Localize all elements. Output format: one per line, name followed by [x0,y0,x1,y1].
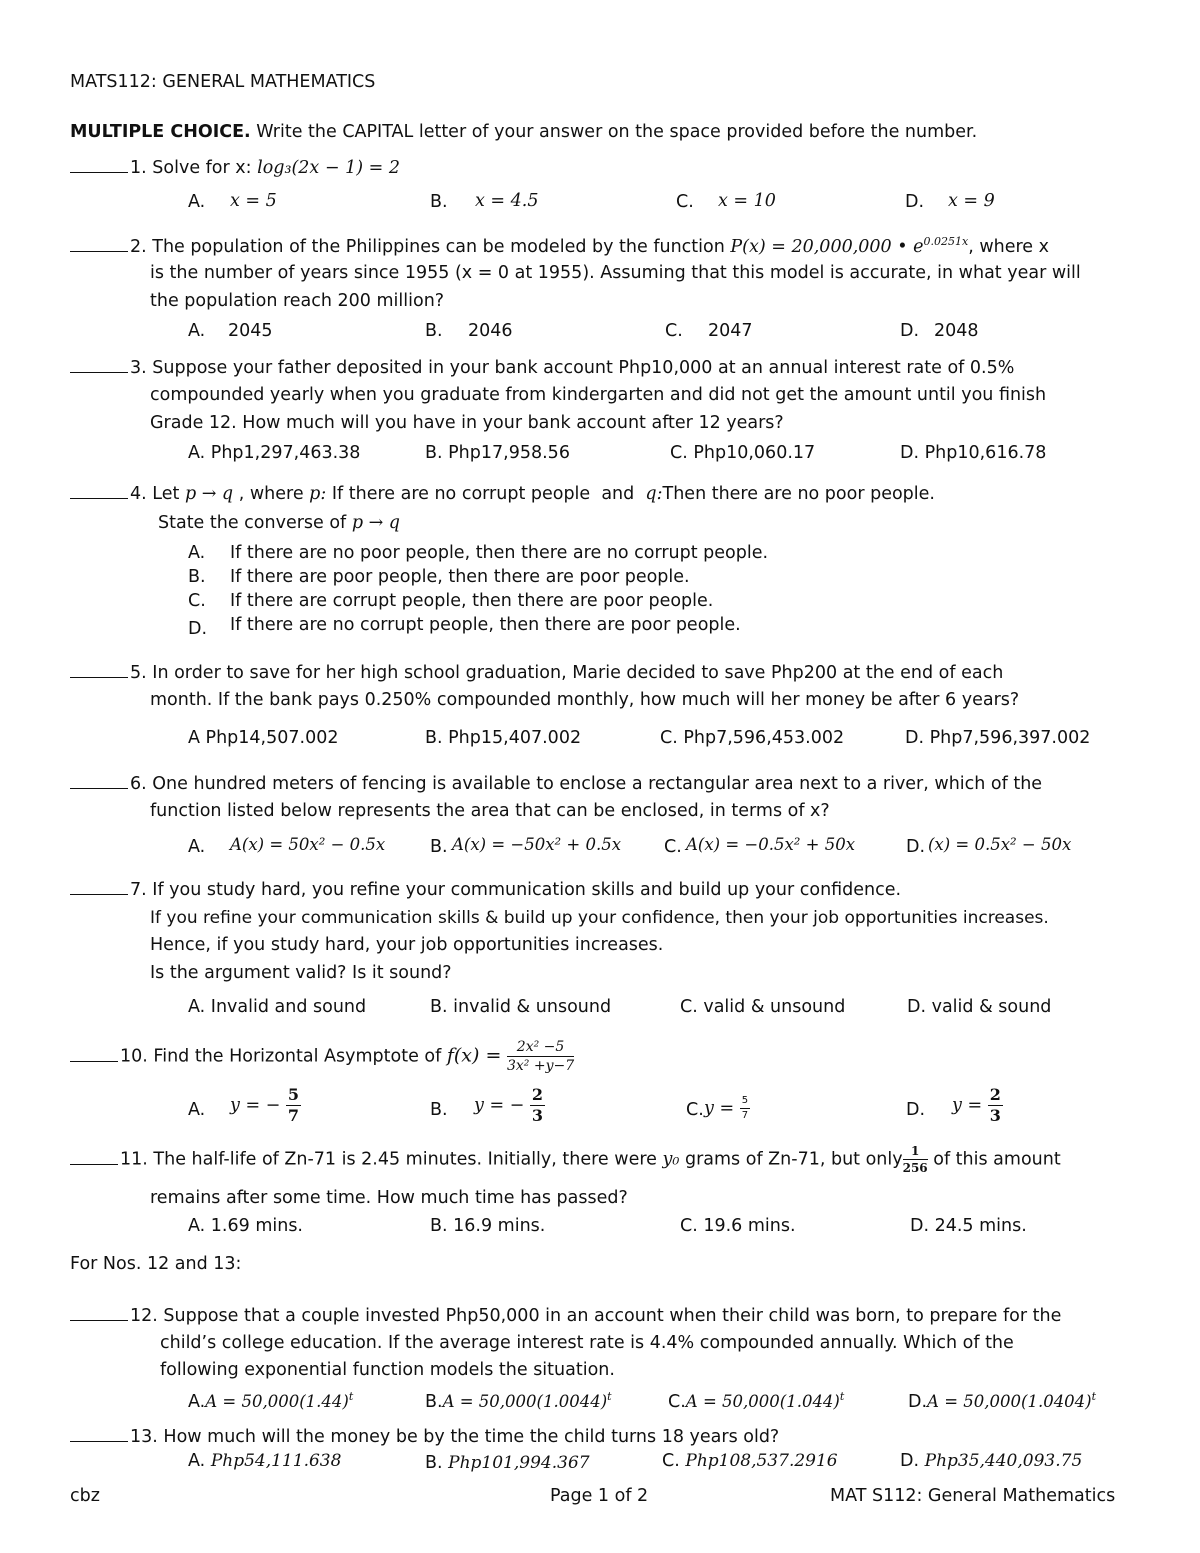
choice: A. 1.69 mins. [188,1216,303,1236]
question-text: child’s college education. If the average interest rate is 4.4% compounded annually. Which of the [160,1333,1014,1353]
instructions-label: MULTIPLE CHOICE. [70,122,251,142]
choice-value: Php54,111.638 [210,1451,342,1471]
fraction-denominator: 3x² +y−7 [506,1058,575,1074]
question-text: following exponential function models the situation. [160,1360,615,1380]
choice-letter: B. [188,567,206,587]
choice-value: A = 50,000(1.044) [685,1391,840,1411]
equation: p → q [184,484,234,504]
question-number: 12. [130,1306,158,1326]
exponent: 0.0251x [923,235,969,248]
question-text: grams of Zn-71, but only [684,1149,903,1170]
question-2 [70,235,1049,257]
question-text: The half-life of Zn-71 is 2.45 minutes. Initially, there were [153,1149,657,1170]
equation: q: [645,484,663,504]
equation: y₀ [662,1149,680,1170]
choice-value: A = 50,000(1.0404) [927,1391,1092,1411]
choice-letter: B. [425,1453,443,1473]
question-text: If there are no corrupt people [331,484,591,504]
question-text: Hence, if you study hard, your job opportunities increases. [150,935,664,955]
answer-blank[interactable] [70,1319,128,1321]
choice [908,1390,1096,1412]
choice-letter: C. [664,837,682,857]
choice: B. Php17,958.56 [425,443,570,463]
choice-value: 2046 [468,321,513,341]
question-text: , where [238,484,304,504]
choice: D. Php10,616.78 [900,443,1047,463]
question-number: 4. [130,484,147,504]
question-number: 7. [130,880,147,900]
question-13 [70,1427,779,1447]
page-number: Page 1 of 2 [550,1486,649,1506]
fraction [988,1087,1003,1124]
instructions [70,122,977,142]
choice: B. 16.9 mins. [430,1216,546,1236]
fraction-numerator: 5 [740,1096,750,1109]
equation: f(x) = [446,1044,502,1067]
equation: P(x) = 20,000,000 • e [730,236,924,257]
choice [900,1451,1082,1471]
answer-blank[interactable] [70,371,128,373]
question-text: and [601,484,635,504]
choice-letter: A. [188,543,206,563]
question-number: 11. [120,1149,148,1170]
choice-value: 2047 [708,321,753,341]
choice-letter: D. [900,321,920,341]
fraction [903,1145,928,1174]
choice: A. Invalid and sound [188,997,367,1017]
choice-value: A(x) = 50x² − 0.5x [230,835,386,854]
equation: p: [309,484,327,504]
choice: A Php14,507.002 [188,728,339,748]
question-text: function listed below represents the area that can be enclosed, in terms of x? [150,801,830,821]
choice: B. Php15,407.002 [425,728,582,748]
choice: D. valid & sound [907,997,1052,1017]
question-text [158,513,400,533]
choice-value [952,1087,1003,1124]
choice-value: x = 5 [230,191,277,211]
question-number: 5. [130,663,147,683]
choice-letter: A. [188,1100,206,1120]
answer-blank[interactable] [70,250,128,252]
question-number: 1. [130,158,147,178]
fraction-numerator: 5 [287,1085,300,1104]
question-number: 3. [130,358,147,378]
answer-blank[interactable] [70,1060,118,1062]
choice: C. 19.6 mins. [680,1216,796,1236]
footer-left: cbz [70,1486,100,1506]
fraction-denominator: 3 [989,1106,1001,1125]
answer-blank[interactable] [70,1440,128,1442]
question-text: Then there are no poor people. [662,484,935,504]
fraction-denominator: 7 [741,1110,749,1121]
fraction-denominator: 3 [531,1106,544,1125]
equation: log₃(2x − 1) = 2 [257,158,400,178]
choice-value: x = 9 [948,191,995,211]
choice-letter: A. [188,837,206,857]
choice: A. Php1,297,463.38 [188,443,361,463]
question-text: Grade 12. How much will you have in your bank account after 12 years? [150,413,784,433]
choice: If there are corrupt people, then there are poor people. [230,591,714,611]
exponent: t [348,1390,354,1403]
choice [425,1453,590,1473]
choice-value: x = 10 [718,191,776,211]
question-text: In order to save for her high school graduation, Marie decided to save Php200 at the end of each [152,663,1004,683]
question-text: Suppose that a couple invested Php50,000 in an account when their child was born, to prepare for the [163,1306,1062,1326]
choice-letter: B. [425,321,443,341]
fraction-denominator: 256 [902,1161,928,1175]
question-text: The population of the Philippines can be modeled by the function [152,236,725,257]
choice-letter: D. [905,192,925,212]
choice [668,1390,844,1412]
choice-letter: C. [662,1451,680,1471]
choice-value: 2048 [934,321,979,341]
choice-value: Php108,537.2916 [685,1451,838,1471]
choice: If there are no corrupt people, then there are poor people. [230,615,741,635]
question-text: is the number of years since 1955 (x = 0 at 1955). Assuming that this model is accurate, in what year will [150,263,1081,283]
choice: C. Php7,596,453.002 [660,728,845,748]
choice [188,1390,353,1412]
choice-letter: B. [430,1100,448,1120]
question-text: Let [152,484,180,504]
choice-value: A = 50,000(1.0044) [442,1391,608,1411]
choice-value: (x) = 0.5x² − 50x [928,835,1072,854]
choice [662,1451,838,1471]
choice-letter: D. [906,837,926,857]
fraction-denominator: 7 [287,1106,300,1125]
choice-letter: A. [188,1451,206,1471]
fraction-numerator: 2 [989,1085,1001,1104]
choice-letter: A. [188,321,206,341]
question-number: 2. [130,236,147,257]
choice-letter: D. [900,1451,920,1471]
choice: If there are poor people, then there are poor people. [230,567,690,587]
equation: p → q [351,513,401,533]
choice: D. 24.5 mins. [910,1216,1027,1236]
footer-right: MAT S112: General Mathematics [830,1486,1116,1506]
choice: C. Php10,060.17 [670,443,816,463]
fraction [740,1096,750,1121]
question-text: Is the argument valid? Is it sound? [150,963,452,983]
choice-letter: C. [188,591,206,611]
exponent: t [839,1390,845,1403]
answer-blank[interactable] [70,1163,118,1165]
choice [425,1390,612,1412]
question-1 [70,158,400,178]
question-text: month. If the bank pays 0.250% compounded monthly, how much will her money be after 6 years? [150,690,1020,710]
question-text: the population reach 200 million? [150,291,445,311]
choice-letter: D. [906,1100,926,1120]
choice-letter: C. [676,192,694,212]
choice-letter: D. [908,1391,928,1412]
choice-letter: A. [188,1391,206,1412]
answer-blank[interactable] [70,497,128,499]
choice-letter: B. [425,1391,443,1412]
exponent: t [1091,1390,1097,1403]
instructions-text: Write the CAPITAL letter of your answer on the space provided before the number. [256,122,978,142]
choice-value [230,1087,301,1124]
function-fraction [507,1040,574,1073]
answer-blank[interactable] [70,171,128,173]
question-12 [70,1306,1061,1326]
choice-value: A(x) = −0.5x² + 50x [686,835,856,854]
question-text: If you study hard, you refine your communication skills and build up your confidence. [152,880,902,900]
question-11 [70,1145,1061,1174]
equation: y = [952,1095,983,1116]
question-text: Suppose your father deposited in your bank account Php10,000 at an annual interest rate of 0.5% [152,358,1015,378]
question-text: One hundred meters of fencing is available to enclose a rectangular area next to a river, which of the [152,774,1043,794]
choice-letter: C. [668,1391,686,1412]
answer-blank[interactable] [70,787,128,789]
question-text: Find the Horizontal Asymptote of [153,1046,442,1067]
fraction [530,1087,545,1124]
choice: D. Php7,596,397.002 [905,728,1091,748]
choice-letter: C. [686,1100,704,1120]
equation: y = − [474,1095,525,1116]
question-7 [70,880,901,900]
question-10 [70,1040,574,1073]
choice-value: Php101,994.367 [448,1453,590,1473]
page-title: MATS112: GENERAL MATHEMATICS [70,72,376,92]
choice: B. invalid & unsound [430,997,612,1017]
choice-value: 2045 [228,321,273,341]
group-note: For Nos. 12 and 13: [70,1254,242,1274]
choice-letter: B. [430,192,448,212]
question-number: 13. [130,1427,158,1447]
exponent: t [607,1390,612,1403]
question-3 [70,358,1014,378]
question-4 [70,484,935,504]
choice [188,1451,341,1471]
choice-value: A(x) = −50x² + 0.5x [452,835,622,854]
fraction-numerator: 2x² −5 [507,1040,574,1057]
question-text: State the converse of [158,513,347,533]
question-text: How much will the money be by the time the child turns 18 years old? [163,1427,780,1447]
question-text: of this amount [933,1149,1061,1170]
question-number: 6. [130,774,147,794]
question-number: 10. [120,1046,148,1067]
choice-value [704,1096,750,1121]
choice: If there are no poor people, then there are no corrupt people. [230,543,769,563]
question-text: If you refine your communication skills & build up your confidence, then your job opportunities increases. [150,908,1049,928]
question-text: , where x [968,236,1049,257]
choice-value: A = 50,000(1.44) [205,1391,349,1411]
question-5 [70,663,1003,683]
fraction-numerator: 1 [903,1145,928,1160]
fraction [286,1087,301,1124]
question-6 [70,774,1042,794]
equation: y = [704,1098,735,1119]
fraction-numerator: 2 [531,1085,544,1104]
choice: C. valid & unsound [680,997,846,1017]
answer-blank[interactable] [70,893,128,895]
choice-letter: C. [665,321,683,341]
equation: y = − [230,1095,281,1116]
question-text: remains after some time. How much time has passed? [150,1188,628,1208]
answer-blank[interactable] [70,676,128,678]
choice-value: Php35,440,093.75 [924,1451,1083,1471]
choice-value [474,1087,545,1124]
choice-value: x = 4.5 [475,191,539,211]
choice-letter: A. [188,192,206,212]
question-text: Solve for x: [152,158,252,178]
question-text: compounded yearly when you graduate from kindergarten and did not get the amount until you finish [150,385,1047,405]
choice-letter: D. [188,619,208,639]
choice-letter: B. [430,837,448,857]
